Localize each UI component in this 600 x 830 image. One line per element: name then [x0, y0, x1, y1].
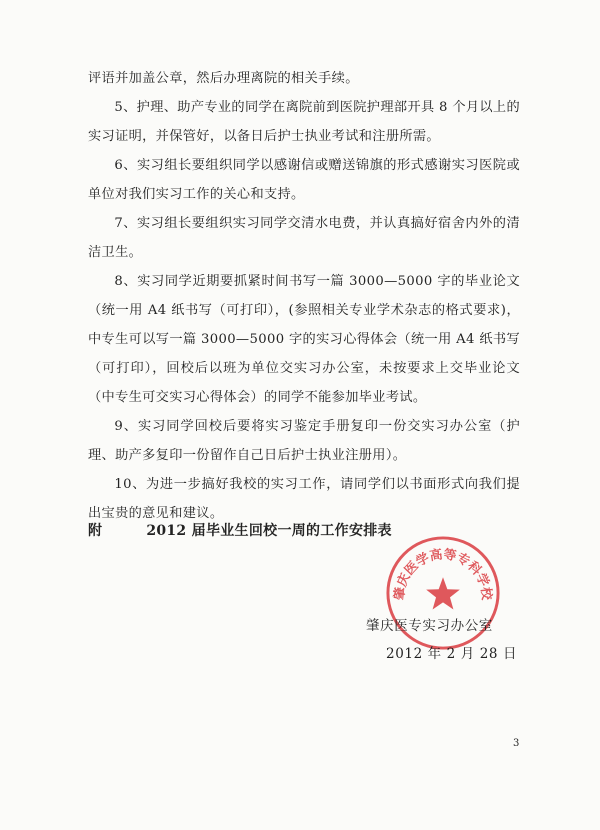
paragraph-item-5: 5、护理、助产专业的同学在离院前到医院护理部开具 8 个月以上的实习证明，并保管好，以备日后护士执业考试和注册所需。: [88, 100, 521, 144]
paragraph-continuation: 评语并加盖公章，然后办理离院的相关手续。: [88, 71, 359, 86]
svg-text:肇庆医学高等专科学校: 肇庆医学高等专科学校: [392, 547, 494, 601]
signature-date: 2012 年 2 月 28 日: [386, 646, 518, 662]
signature-block: [366, 612, 517, 668]
attachment-prefix: 附: [88, 523, 103, 539]
paragraph-item-6: 6、实习组长要组织同学以感谢信或赠送锦旗的形式感谢实习医院或单位对我们实习工作的关心和支持。: [88, 158, 520, 202]
signature-office: 肇庆医专实习办公室: [366, 618, 493, 634]
document-body: [88, 64, 520, 528]
paragraph-item-9: 9、实习同学回校后要将实习鉴定手册复印一份交实习办公室（护理、助产多复印一份留作自己日后护士执业注册用）。: [88, 419, 520, 463]
page-number: 3: [513, 738, 520, 749]
attachment-line: [88, 520, 392, 540]
paragraph-item-8: 8、实习同学近期要抓紧时间书写一篇 3000—5000 字的毕业论文（统一用 A4 纸书写（可打印），(参照相关专业学术杂志的格式要求)，中专生可以写一篇 3000—5000 字的实习心得体会（统一用 A4 纸书写（可打印），回校后以班为单位交实习办公室，未按要求上交毕业论文（中专生可交实习心得体会）的同学不能参加毕业考试。: [88, 274, 520, 405]
paragraph-item-7: 7、实习组长要组织实习同学交清水电费，并认真搞好宿舍内外的清洁卫生。: [88, 216, 520, 260]
attachment-title: 2012 届毕业生回校一周的工作安排表: [146, 523, 392, 539]
paragraph-item-10: 10、为进一步搞好我校的实习工作，请同学们以书面形式向我们提出宝贵的意见和建议。: [88, 477, 520, 521]
